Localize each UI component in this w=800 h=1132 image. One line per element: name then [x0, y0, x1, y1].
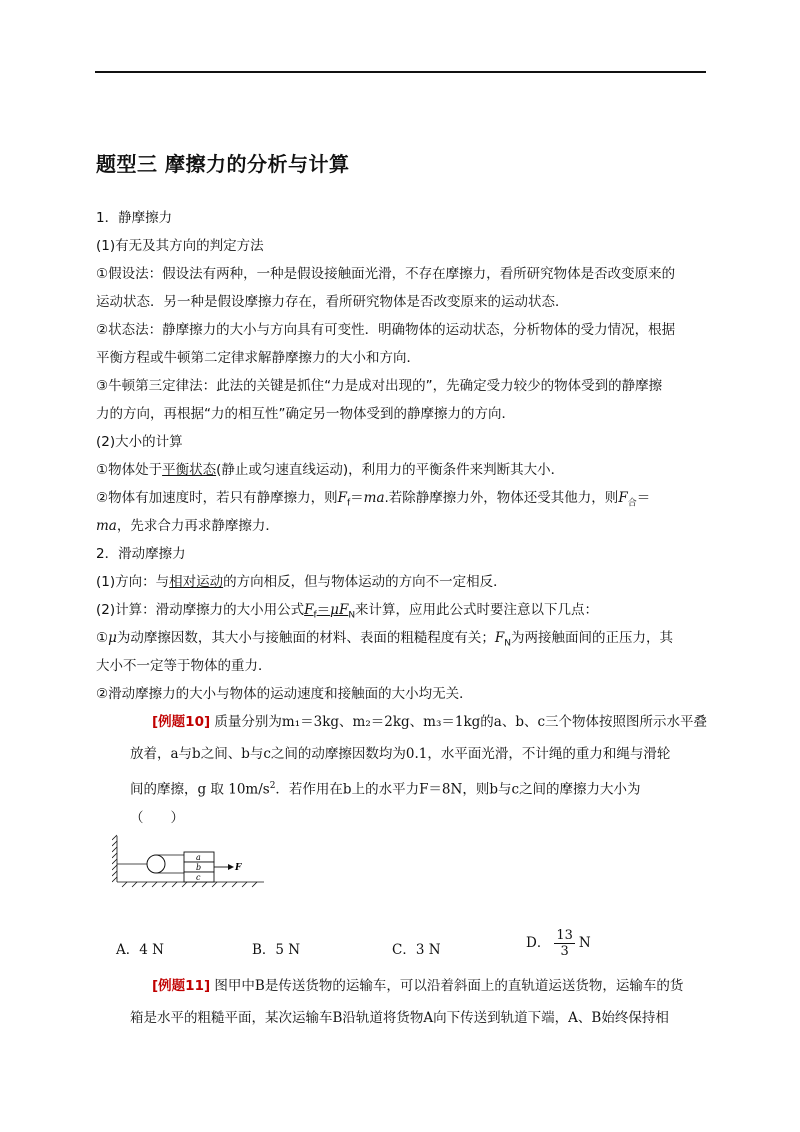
choice-b[interactable]: B．5 N: [252, 942, 301, 958]
example-10-choices: [116, 928, 636, 964]
example-11: [96, 970, 708, 1034]
choice-c[interactable]: C．3 N: [392, 942, 441, 958]
example-10-line-1: [例题10] 质量分别为m₁＝3kg、m₂＝2kg、m₃＝1kg的a、b、c三个物体按照图所示水平叠: [152, 714, 708, 730]
example-10-answer-blank: （ ）: [130, 810, 184, 826]
friction-coefficient-line-2: 大小不一定等于物体的重力．: [96, 658, 272, 674]
example-11-tag: [例题11]: [152, 978, 211, 994]
pulley-block-figure: [112, 832, 272, 892]
equilibrium-line: ①物体处于平衡状态(静止或匀速直线运动)，利用力的平衡条件来判断其大小．: [96, 462, 565, 478]
block-a-label: a: [196, 853, 201, 862]
theory-body: [96, 204, 708, 708]
state-method-2: 平衡方程或牛顿第二定律求解静摩擦力的大小和方向．: [96, 350, 420, 366]
assumption-method-1: ①假设法：假设法有两种，一种是假设接触面光滑，不存在摩擦力，看所研究物体是否改变原来的: [96, 266, 676, 282]
wall-hatching: [112, 835, 117, 882]
sliding-formula-line: (2)计算：滑动摩擦力的大小用公式$F_f=\mu F_N$来计算，应用此公式时要注意以下几点：: [96, 602, 599, 621]
subheading-magnitude: (2)大小的计算: [96, 434, 183, 450]
top-rule: [95, 71, 706, 73]
floor-hatching: [117, 882, 264, 887]
force-arrowhead: [228, 864, 234, 870]
heading-sliding-friction: 2．滑动摩擦力: [96, 546, 186, 562]
section-title: 题型三 摩擦力的分析与计算: [96, 152, 350, 176]
fraction: $\frac{13}{3}$: [556, 928, 573, 959]
heading-static-friction: 1．静摩擦力: [96, 210, 173, 226]
sliding-direction-line: (1)方向：与相对运动的方向相反，但与物体运动的方向不一定相反．: [96, 574, 507, 590]
example-11-line-2: 箱是水平的粗糙平面，某次运输车B沿轨道将货物A向下传送到轨道下端，A、B始终保持相: [130, 1010, 669, 1026]
force-label: F: [235, 863, 242, 873]
friction-coefficient-line-1: ①μ为动摩擦因数，其大小与接触面的材料、表面的粗糙程度有关；$F_N$为两接触面间的正压力，其: [96, 630, 673, 649]
acceleration-line-2: ma，先求合力再求静摩擦力．: [96, 518, 279, 534]
acceleration-line-1: ②物体有加速度时，若只有静摩擦力，则$F_f=ma$.若除静摩擦力外，物体还受其他力，则$F_合=$: [96, 490, 651, 509]
friction-formula: $F_f=\mu F_N$: [304, 602, 356, 621]
choice-a[interactable]: A．4 N: [116, 942, 164, 958]
subheading-direction: (1)有无及其方向的判定方法: [96, 238, 264, 254]
assumption-method-2: 运动状态．另一种是假设摩擦力存在，看所研究物体是否改变原来的运动状态．: [96, 294, 569, 310]
example-10: [96, 706, 708, 834]
underlined-term: 相对运动: [169, 574, 224, 590]
block-b-label: b: [196, 863, 202, 872]
example-10-line-2: 放着，a与b之间、b与c之间的动摩擦因数均为0.1，水平面光滑，不计绳的重力和绳与滑轮: [130, 746, 671, 762]
block-c-label: c: [196, 873, 201, 882]
choice-d[interactable]: D． $\frac{13}{3}$ N: [526, 928, 591, 959]
underlined-term: 平衡状态: [162, 462, 217, 478]
example-11-line-1: [例题11] 图甲中B是传送货物的运输车，可以沿着斜面上的直轨道运送货物，运输车的货: [152, 978, 684, 994]
example-10-tag: [例题10]: [152, 714, 211, 730]
example-10-line-3: 间的摩擦，g 取 $10m/s^2$．若作用在b上的水平力F＝8N，则b与c之间的摩擦力大小为: [130, 781, 641, 798]
newton-third-method-1: ③牛顿第三定律法：此法的关键是抓住“力是成对出现的”，先确定受力较少的物体受到的静摩擦: [96, 378, 663, 394]
pulley: [147, 855, 165, 873]
newton-third-method-2: 力的方向，再根据“力的相互性”确定另一物体受到的静摩擦力的方向．: [96, 406, 515, 422]
state-method-1: ②状态法：静摩擦力的大小与方向具有可变性．明确物体的运动状态，分析物体的受力情况，根据: [96, 322, 676, 338]
sliding-independence-line: ②滑动摩擦力的大小与物体的运动速度和接触面的大小均无关．: [96, 686, 473, 702]
